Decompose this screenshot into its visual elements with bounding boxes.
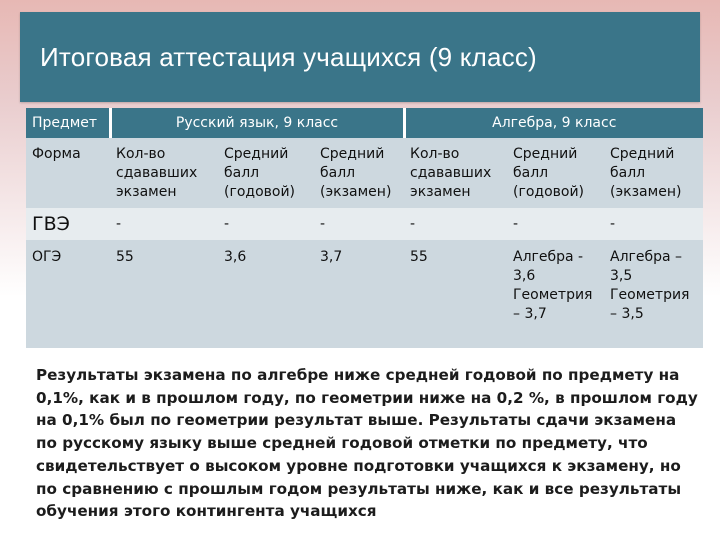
cell-oge-alg-exam: Алгебра – 3,5 Геометрия – 3,5 [604, 240, 703, 348]
cell-gve-ru-exam: - [314, 208, 404, 240]
table-header-row [26, 108, 703, 138]
cell-ru-year: Средний балл (годовой) [218, 138, 314, 208]
cell-gve-ru-count: - [110, 208, 218, 240]
summary-text: Результаты экзамена по алгебре ниже средней годовой по предмету на 0,1%, как и в прошлом году, по геометрии ниже на 0,2 %, в прошлом году на 0,1% был по геометрии результат выше. Результаты сдачи экзамена по русскому языку выше средней годовой отметки по предмету, что свидетельствует о высоком уровне подготовки учащихся к экзамену, но по сравнению с прошлым годом результаты ниже, как и все результаты обучения этого контингента учащихся [30, 358, 705, 540]
cell-oge-ru-year: 3,6 [218, 240, 314, 348]
cell-oge-ru-count: 55 [110, 240, 218, 348]
cell-alg-exam: Средний балл (экзамен) [604, 138, 703, 208]
title-band [20, 12, 700, 102]
table-row-form [26, 138, 703, 208]
cell-alg-count: Кол-во сдававших экзамен [404, 138, 507, 208]
cell-gve-ru-year: - [218, 208, 314, 240]
table-row-oge [26, 240, 703, 348]
cell-alg-year: Средний балл (годовой) [507, 138, 604, 208]
row-label-oge: ОГЭ [26, 240, 110, 348]
row-label-form: Форма [26, 138, 110, 208]
header-russian: Русский язык, 9 класс [110, 108, 404, 138]
cell-gve-alg-exam: - [604, 208, 703, 240]
page-title: Итоговая аттестация учащихся (9 класс) [40, 41, 537, 72]
header-subject: Предмет [26, 108, 110, 138]
results-table [26, 108, 703, 348]
row-label-gve: ГВЭ [26, 208, 110, 240]
cell-ru-exam: Средний балл (экзамен) [314, 138, 404, 208]
header-algebra: Алгебра, 9 класс [404, 108, 703, 138]
cell-oge-ru-exam: 3,7 [314, 240, 404, 348]
cell-gve-alg-year: - [507, 208, 604, 240]
table-row-gve [26, 208, 703, 240]
cell-ru-count: Кол-во сдававших экзамен [110, 138, 218, 208]
cell-oge-alg-year: Алгебра - 3,6 Геометрия – 3,7 [507, 240, 604, 348]
cell-gve-alg-count: - [404, 208, 507, 240]
cell-oge-alg-count: 55 [404, 240, 507, 348]
